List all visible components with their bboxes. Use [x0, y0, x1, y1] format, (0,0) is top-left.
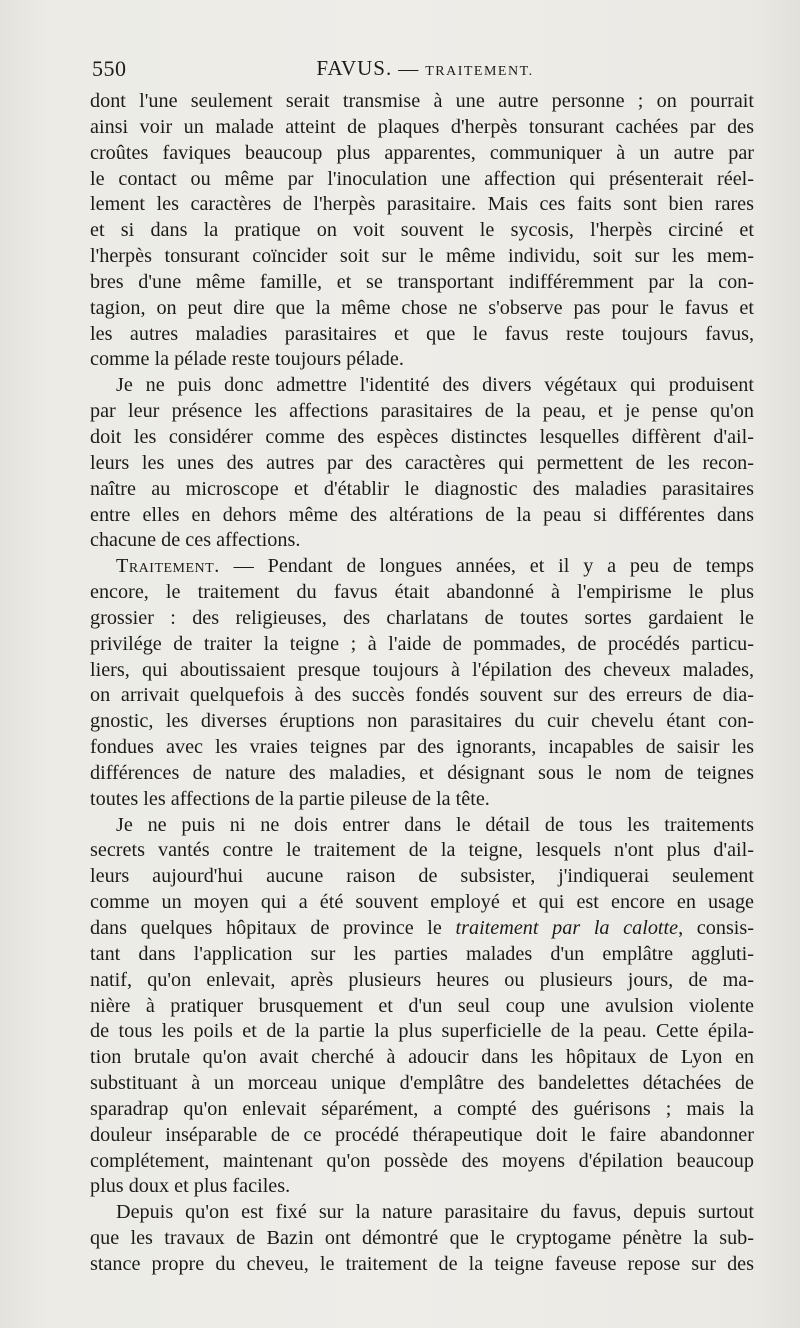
- text-line: fondues avec les vraies teignes par des ignorants, incapables de saisir les: [90, 736, 754, 759]
- text-line: Je ne puis donc admettre l'identité des divers végétaux qui produisent: [116, 374, 754, 397]
- text-line: comme un moyen qui a été souvent employé et qui est encore en usage: [90, 891, 754, 914]
- text-line: grossier : des religieuses, des charlatans de toutes sortes gardaient le: [90, 606, 754, 629]
- text-line: chacune de ces affections.: [90, 529, 301, 552]
- text-line: bres d'une même famille, et se transportant indifféremment par la con-: [90, 270, 754, 293]
- text-line: que les travaux de Bazin ont démontré que le cryptogame pénètre la sub-: [90, 1227, 754, 1250]
- text-line: sparadrap qu'on enlevait séparément, a compté des guérisons ; mais la: [90, 1097, 754, 1120]
- text-line: leurs aujourd'hui aucune raison de subsister, j'indiquerai seulement: [90, 865, 754, 888]
- text-line: on arrivait quelquefois à des succès fondés souvent sur des erreurs de dia-: [90, 684, 754, 707]
- text-segment: , consis-: [678, 917, 754, 939]
- page-number: 550: [92, 56, 127, 81]
- body-text: [90, 89, 754, 1278]
- text-line: privilége de traiter la teigne ; à l'aide de pommades, de procédés particu-: [90, 632, 754, 655]
- italic-phrase: traitement par la calotte: [455, 917, 679, 939]
- text-line: leurs les unes des autres par des caractères qui permettent de les recon-: [90, 451, 754, 474]
- text-line: natif, qu'on enlevait, après plusieurs heures ou plusieurs jours, de ma-: [90, 968, 754, 991]
- running-head-separator: —: [398, 58, 420, 80]
- text-line: tant dans l'application sur les parties malades d'un emplâtre aggluti-: [90, 942, 754, 965]
- running-head: [90, 56, 760, 81]
- text-line: naître au microscope et d'établir le diagnostic des maladies parasitaires: [90, 477, 754, 500]
- section-heading: Traitement.: [116, 555, 220, 578]
- text-line: les autres maladies parasitaires et que le favus reste toujours favus,: [90, 322, 754, 345]
- text-line-with-italic: [90, 916, 754, 942]
- text-line: ainsi voir un malade atteint de plaques d'herpès tonsurant cachées par des: [90, 115, 754, 138]
- text-line: stance propre du cheveu, le traitement de la teigne faveuse repose sur des: [90, 1252, 754, 1275]
- text-line: toutes les affections de la partie pileuse de la tête.: [90, 787, 490, 810]
- text-line: nière à pratiquer brusquement et d'un seul coup une avulsion violente: [90, 994, 754, 1017]
- text-segment: dans quelques hôpitaux de province le: [90, 917, 442, 939]
- text-line: l'herpès tonsurant coïncider soit sur le même individu, soit sur les mem-: [90, 245, 754, 268]
- text-line: et si dans la pratique on voit souvent le sycosis, l'herpès circiné et: [90, 219, 754, 242]
- running-head-title: FAVUS.: [316, 56, 393, 80]
- text-line: liers, qui aboutissaient presque toujours à l'épilation des cheveux malades,: [90, 658, 754, 681]
- text-line: douleur inséparable de ce procédé thérapeutique doit le faire abandonner: [90, 1123, 754, 1146]
- text-line: substituant à un morceau unique d'emplâtre des bandelettes détachées de: [90, 1072, 754, 1095]
- text-line: comme la pélade reste toujours pélade.: [90, 348, 404, 371]
- running-head-subtitle: TRAITEMENT.: [425, 64, 534, 79]
- text-line: Je ne puis ni ne dois entrer dans le détail de tous les traitements: [116, 813, 754, 836]
- text-line: complétement, maintenant qu'on possède des moyens d'épilation beaucoup: [90, 1149, 754, 1172]
- text-line: de tous les poils et de la partie la plus superficielle de la peau. Cette épila-: [90, 1020, 754, 1043]
- text-line: par leur présence les affections parasitaires de la peau, et je pense qu'on: [90, 400, 754, 423]
- text-line: tagion, on peut dire que la même chose ne s'observe pas pour le favus et: [90, 296, 754, 319]
- text-line: dont l'une seulement serait transmise à une autre personne ; on pourrait: [90, 90, 754, 112]
- section-line: [90, 554, 754, 580]
- text-line: différences de nature des maladies, et désignant sous le nom de teignes: [90, 761, 754, 784]
- text-line: encore, le traitement du favus était abandonné à l'empirisme le plus: [90, 581, 754, 604]
- text-line: lement les caractères de l'herpès parasitaire. Mais ces faits sont bien rares: [90, 193, 754, 216]
- text-line: entre elles en dehors même des altérations de la peau si différentes dans: [90, 503, 754, 526]
- text-line: plus doux et plus faciles.: [90, 1175, 291, 1198]
- text-line: gnostic, les diverses éruptions non parasitaires du cuir chevelu étant con-: [90, 710, 754, 733]
- text-line: doit les considérer comme des espèces distinctes lesquelles diffèrent d'ail-: [90, 425, 754, 448]
- text-line: croûtes faviques beaucoup plus apparentes, communiquer à un autre par: [90, 141, 754, 164]
- text-line: secrets vantés contre le traitement de la teigne, lesquels n'ont plus d'ail-: [90, 839, 754, 862]
- text-line: tion brutale qu'on avait cherché à adoucir dans les hôpitaux de Lyon en: [90, 1046, 754, 1069]
- section-line-text: — Pendant de longues années, et il y a peu de temps: [233, 555, 754, 578]
- page-header: [90, 56, 760, 86]
- text-line: le contact ou même par l'inoculation une affection qui présenterait réel-: [90, 167, 754, 190]
- text-line: Depuis qu'on est fixé sur la nature parasitaire du favus, depuis surtout: [116, 1201, 754, 1224]
